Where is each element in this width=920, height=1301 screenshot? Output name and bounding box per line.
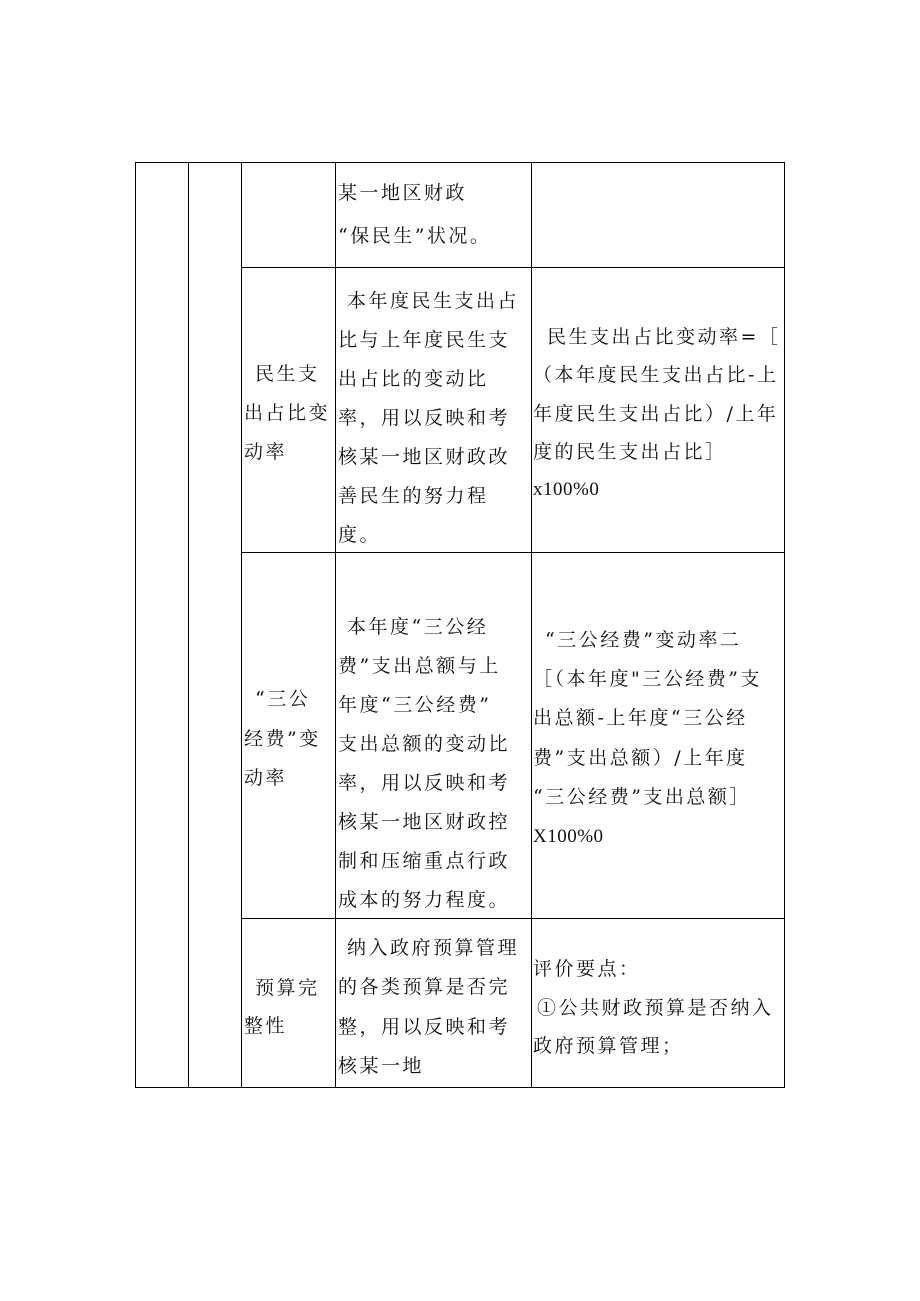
row-divider xyxy=(241,918,785,919)
cell-line: 成本的努力程度。 xyxy=(338,889,511,911)
cell-line: 本年度民生支出占 xyxy=(347,290,520,312)
cell-line: “三公经费”变动率二 xyxy=(545,629,742,651)
cell-line: 整，用以反映和考 xyxy=(338,1015,511,1038)
cell-line: 核某一地区财政控 xyxy=(338,811,511,833)
cell-line: 制和压缩重点行政 xyxy=(338,850,511,872)
row-3-formula-cell xyxy=(533,621,762,856)
cell-line: “三公经费”支出总额］ xyxy=(533,785,751,808)
cell-line: 度。 xyxy=(338,524,382,546)
cell-line: 本年度“三公经 xyxy=(347,616,489,638)
cell-line: “三公 xyxy=(255,688,311,710)
row-divider xyxy=(241,267,785,268)
column-divider xyxy=(531,162,532,1088)
cell-line: 出占比的变动比 xyxy=(338,368,489,390)
row-4-description-cell xyxy=(338,929,519,1086)
cell-line: 比与上年度民生支 xyxy=(338,329,511,351)
cell-line: 核某一地 xyxy=(338,1054,425,1077)
row-4-indicator-cell xyxy=(244,969,320,1045)
cell-line: 经费”变 xyxy=(244,727,321,750)
cell-line: 评价要点： xyxy=(533,958,641,980)
row-4-formula-cell xyxy=(533,950,774,1066)
row-3-indicator-cell xyxy=(244,680,321,799)
cell-line: 年度民生支出占比）/上年 xyxy=(533,402,779,425)
cell-line: 费”支出总额）/上年度 xyxy=(533,746,748,769)
cell-line: 出总额-上年度“三公经 xyxy=(533,707,748,730)
cell-line: 政府预算管理； xyxy=(533,1035,684,1057)
cell-line: 度的民生支出占比］ xyxy=(533,440,727,463)
cell-line: ［（本年度"三公经费”支 xyxy=(533,668,762,691)
cell-line: 的各类预算是否完 xyxy=(338,976,511,999)
cell-line: 民生支 xyxy=(255,363,320,385)
row-2-indicator-cell xyxy=(244,355,330,472)
cell-line: 纳入政府预算管理 xyxy=(347,937,520,959)
cell-line: “保民生”状况。 xyxy=(338,225,492,247)
cell-line: 民生支出占比变动率=［ xyxy=(547,326,781,348)
cell-line: 整性 xyxy=(244,1015,288,1037)
column-divider xyxy=(241,162,242,1088)
cell-line: 动率 xyxy=(244,441,288,463)
cell-line: x100%0 xyxy=(533,479,600,501)
cell-line: 年度“三公经费” xyxy=(338,694,492,716)
cell-line: 善民生的努力程 xyxy=(338,485,489,507)
column-divider xyxy=(188,162,189,1088)
cell-line: 费”支出总额与上 xyxy=(338,655,501,677)
row-3-description-cell xyxy=(338,608,510,920)
cell-line: 某一地区财政 xyxy=(338,182,468,204)
cell-line: （本年度民生支出占比-上 xyxy=(533,364,779,387)
row-2-formula-cell xyxy=(533,318,780,509)
cell-line: ①公共财政预算是否纳入 xyxy=(537,996,774,1019)
cell-line: 出占比变 xyxy=(244,402,331,424)
row-1-description-cell xyxy=(338,172,491,258)
cell-line: 支出总额的变动比 xyxy=(338,733,511,755)
cell-line: 率，用以反映和考 xyxy=(338,407,511,429)
cell-line: 动率 xyxy=(244,767,288,789)
cell-line: 核某一地区财政改 xyxy=(338,446,511,468)
cell-line: 预算完 xyxy=(255,977,320,999)
column-divider xyxy=(335,162,336,1088)
cell-line: X100%0 xyxy=(533,825,604,847)
cell-line: 率，用以反映和考 xyxy=(338,772,511,794)
row-2-description-cell xyxy=(338,282,519,555)
